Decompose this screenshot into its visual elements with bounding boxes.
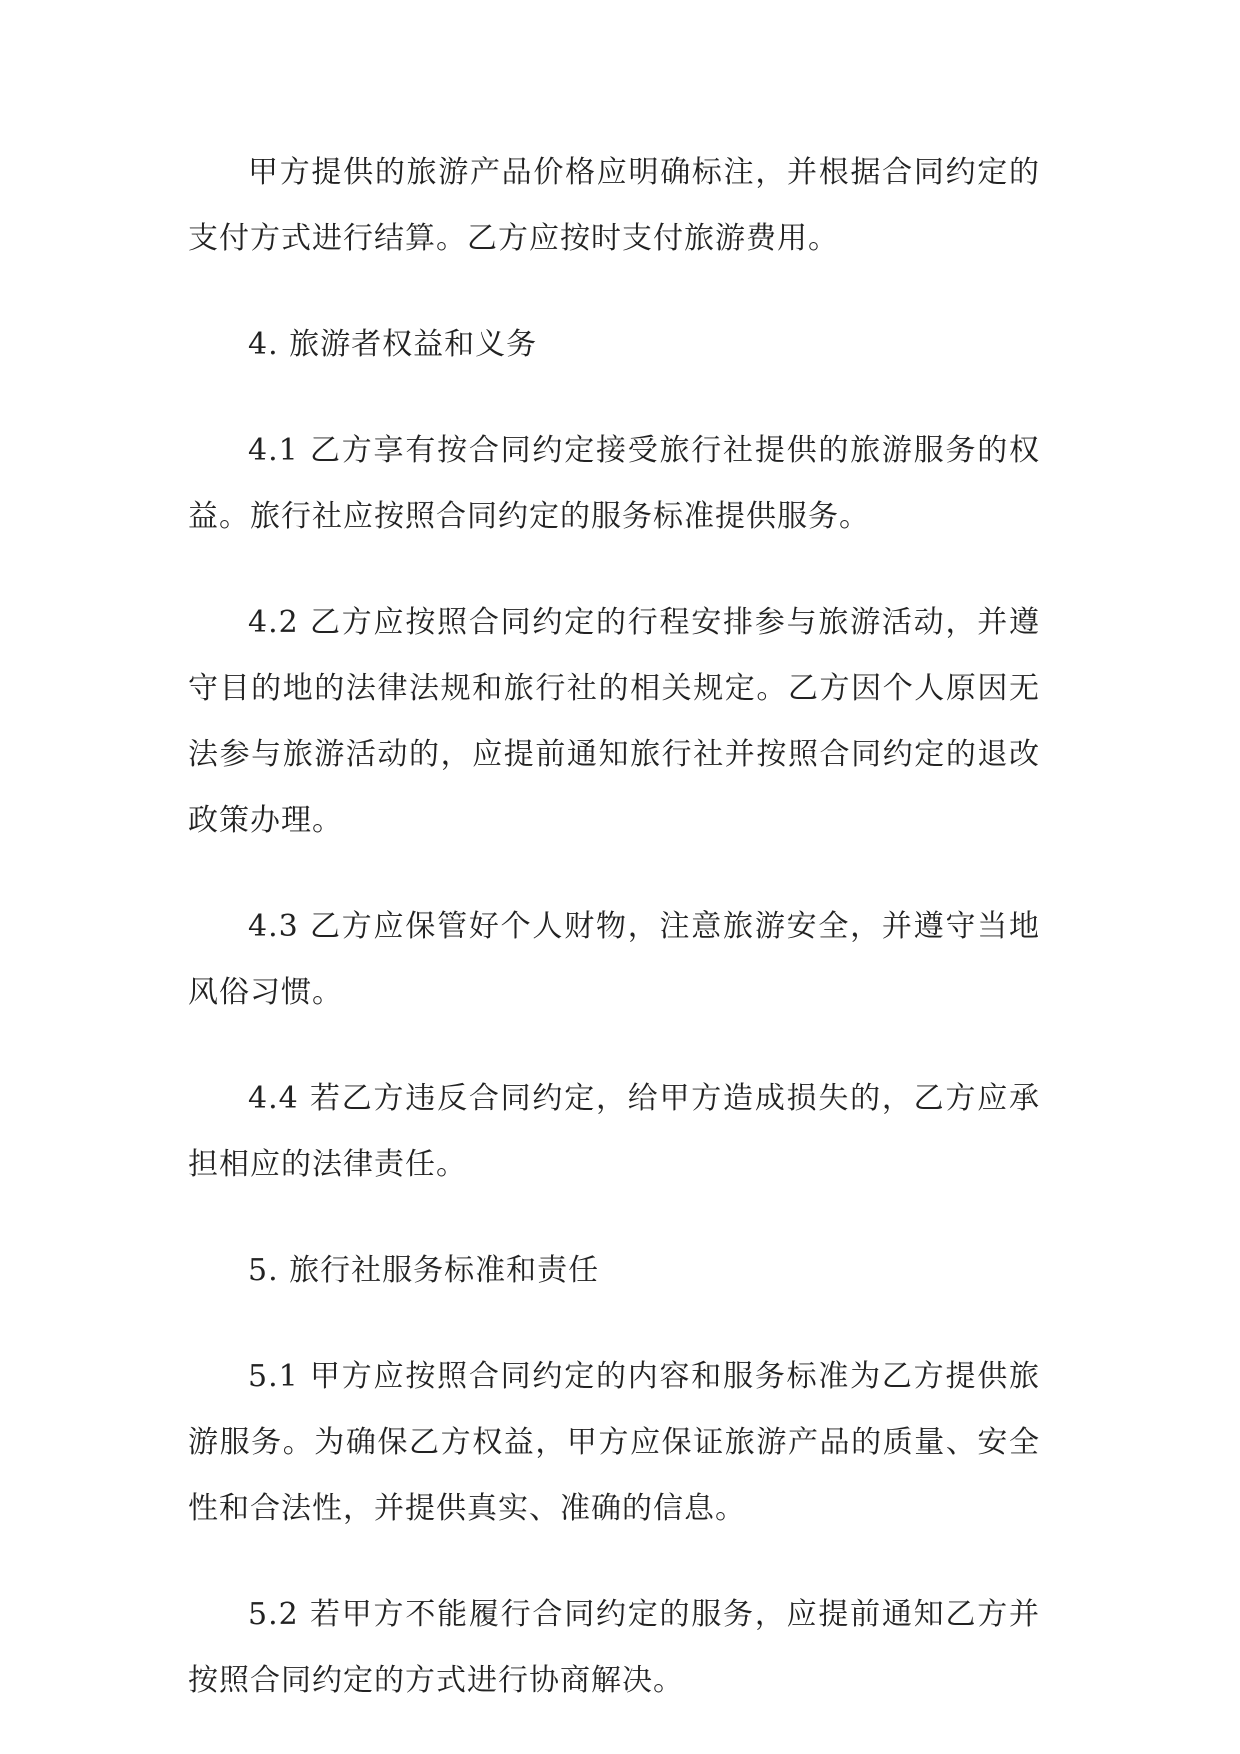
clause-4-2: 4.2 乙方应按照合同约定的行程安排参与旅游活动，并遵守目的地的法律法规和旅行社的相关规定。乙方因个人原因无法参与旅游活动的，应提前通知旅行社并按照合同约定的退改政策办理。 (188, 605, 1040, 838)
clause-4-3: 4.3 乙方应保管好个人财物，注意旅游安全，并遵守当地风俗习惯。 (188, 909, 1040, 1010)
section-heading-4: 4. 旅游者权益和义务 (248, 327, 538, 362)
clause-5-1: 5.1 甲方应按照合同约定的内容和服务标准为乙方提供旅游服务。为确保乙方权益，甲方应保证旅游产品的质量、安全性和合法性，并提供真实、准确的信息。 (188, 1359, 1040, 1526)
section-heading-5: 5. 旅行社服务标准和责任 (248, 1253, 600, 1288)
clause-5-2: 5.2 若甲方不能履行合同约定的服务，应提前通知乙方并按照合同约定的方式进行协商解决。 (188, 1597, 1040, 1698)
clause-4-4: 4.4 若乙方违反合同约定，给甲方造成损失的，乙方应承担相应的法律责任。 (188, 1081, 1040, 1182)
clause-4-1: 4.1 乙方享有按合同约定接受旅行社提供的旅游服务的权益。旅行社应按照合同约定的服务标准提供服务。 (188, 433, 1040, 534)
payment-paragraph: 甲方提供的旅游产品价格应明确标注，并根据合同约定的支付方式进行结算。乙方应按时支付旅游费用。 (188, 155, 1040, 256)
document-body (188, 140, 1040, 1754)
